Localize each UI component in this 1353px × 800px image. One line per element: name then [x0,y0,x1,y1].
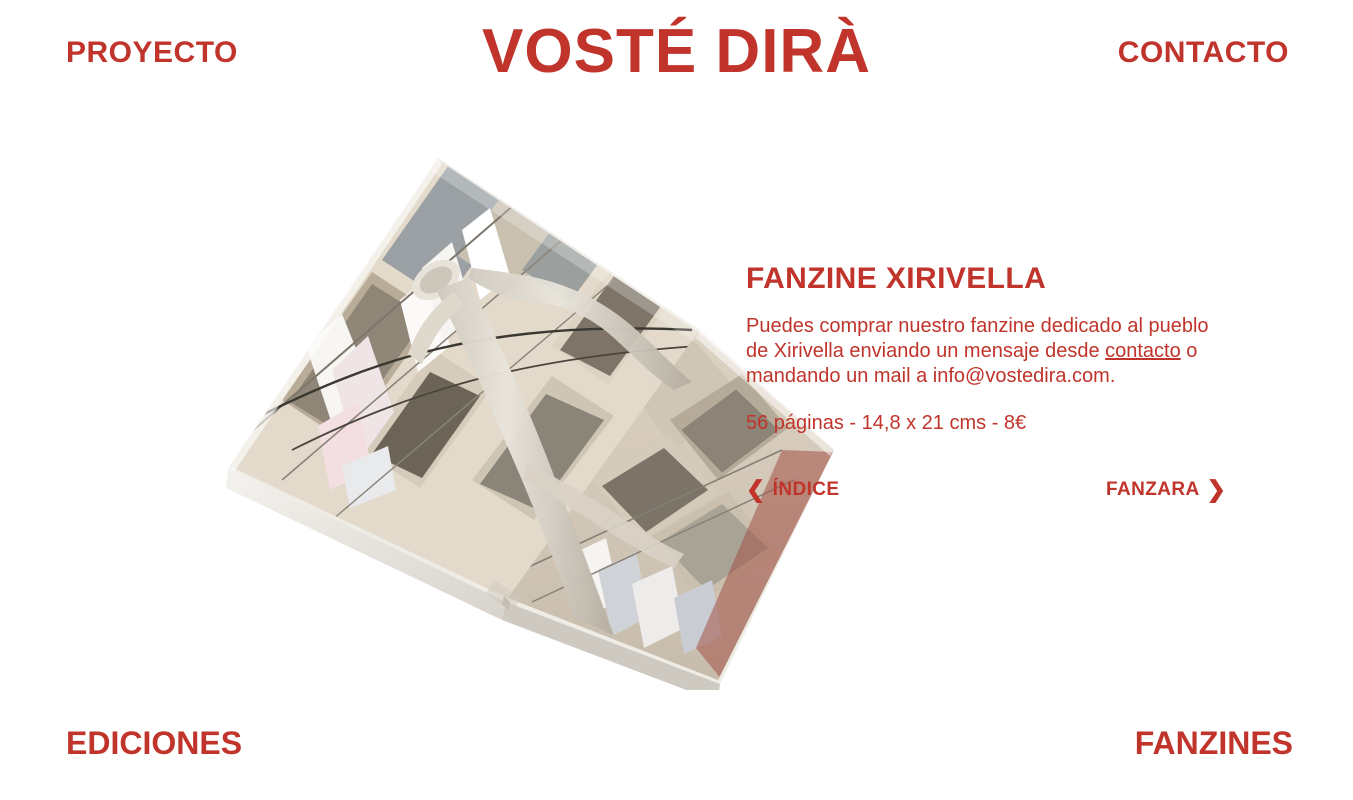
description-text-part1: Puedes comprar nuestro fanzine dedicado al pueblo de Xirivella enviando un mensaje desde [746,315,1209,362]
description-text-part2: o mandando un mail a info@vostedira.com. [746,340,1198,387]
fanzine-description [746,314,1216,389]
nav-item-fanzines[interactable]: FANZINES [1134,725,1293,761]
site-title[interactable]: VOSTÉ DIRÀ [482,17,871,86]
next-page-link[interactable] [1106,478,1226,501]
fanzine-title: FANZINE XIRIVELLA [746,262,1047,295]
chevron-left-icon: ❮ [746,476,766,502]
fanzine-specs: 56 páginas - 14,8 x 21 cms - 8€ [746,412,1027,434]
chevron-right-icon: ❯ [1206,476,1227,502]
nav-item-contacto[interactable]: CONTACTO [1117,36,1289,69]
fanzine-info [746,262,1216,436]
prev-page-link[interactable] [746,478,839,501]
next-page-label: FANZARA [1106,478,1200,500]
nav-item-ediciones[interactable]: EDICIONES [66,725,243,761]
nav-item-proyecto[interactable]: PROYECTO [66,36,238,69]
contacto-link[interactable]: contacto [1105,340,1181,362]
prev-page-label: ÍNDICE [772,478,840,500]
